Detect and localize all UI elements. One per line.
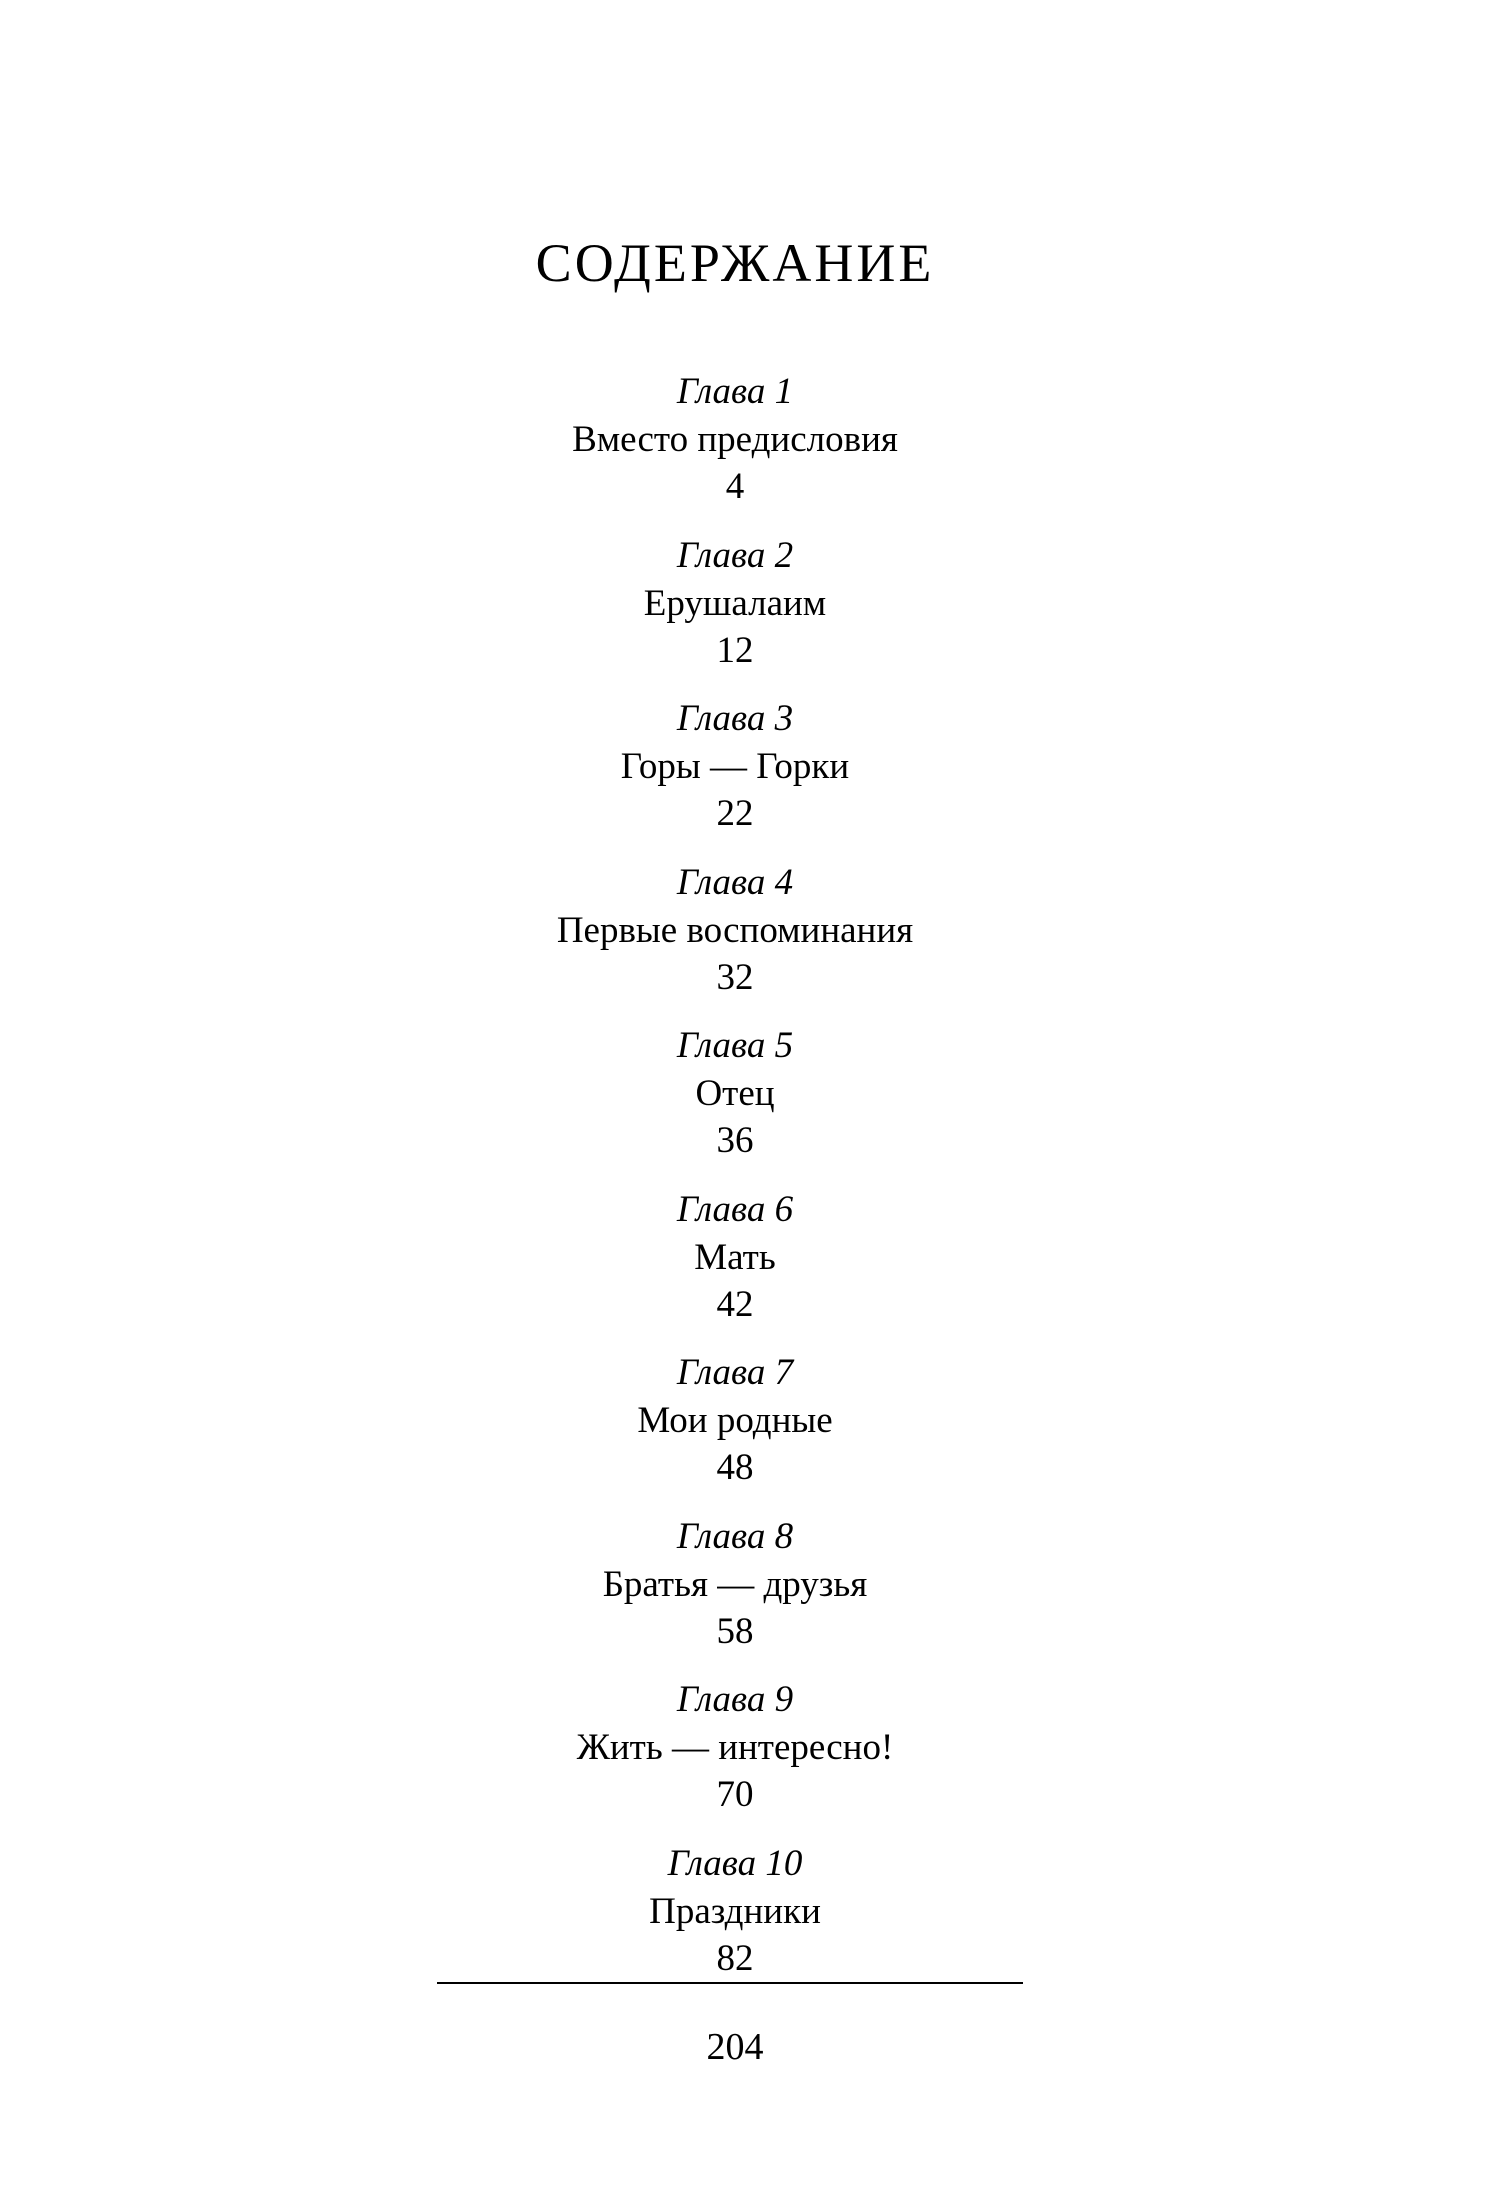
chapter-page-number: 82 [716,1937,754,1979]
chapter-title: Вместо предисловия [572,419,898,460]
chapter-label: Глава 8 [676,1515,794,1557]
toc-entry-7 [0,1349,1470,1513]
chapter-label: Глава 10 [667,1842,803,1884]
chapter-title: Ерушалаим [643,582,827,624]
chapter-label: Глава 1 [676,371,794,412]
toc-entry-6 [0,1186,1470,1350]
chapter-title: Жить — интересно! [576,1727,894,1768]
chapter-title: Мать [694,1236,776,1278]
toc-entry-5 [0,1022,1470,1186]
chapter-title: Братья — друзья [602,1563,868,1605]
chapter-page-number: 4 [725,466,745,507]
chapter-page-number: 32 [716,956,754,998]
chapter-title: Отец [695,1073,775,1114]
chapter-page-number: 36 [716,1120,754,1161]
toc-entry-8 [0,1513,1470,1677]
page-title: СОДЕРЖАНИЕ [535,233,935,293]
chapter-label: Глава 2 [676,534,794,576]
chapter-page-number: 42 [716,1283,754,1325]
chapter-label: Глава 3 [676,698,794,739]
toc-entry-3 [0,695,1470,859]
toc-entry-2 [0,532,1470,696]
toc-entry-1 [0,368,1470,532]
page-number: 204 [706,2026,764,2068]
footer-rule [437,1982,1023,1984]
chapter-page-number: 48 [716,1447,754,1488]
chapter-page-number: 12 [716,629,754,671]
chapter-label: Глава 4 [676,861,794,903]
chapter-label: Глава 6 [676,1188,794,1230]
chapter-title: Мои родные [637,1400,833,1441]
table-of-contents [0,368,1470,2003]
chapter-page-number: 58 [716,1610,754,1652]
chapter-label: Глава 9 [676,1679,794,1720]
chapter-label: Глава 5 [676,1025,794,1066]
chapter-page-number: 70 [716,1774,754,1815]
toc-entry-10 [0,1840,1470,2004]
chapter-title: Праздники [649,1890,821,1932]
chapter-page-number: 22 [716,793,754,834]
toc-entry-4 [0,859,1470,1023]
toc-entry-9 [0,1676,1470,1840]
chapter-title: Горы — Горки [620,746,850,787]
chapter-title: Первые воспоминания [556,909,914,951]
chapter-label: Глава 7 [676,1352,794,1393]
